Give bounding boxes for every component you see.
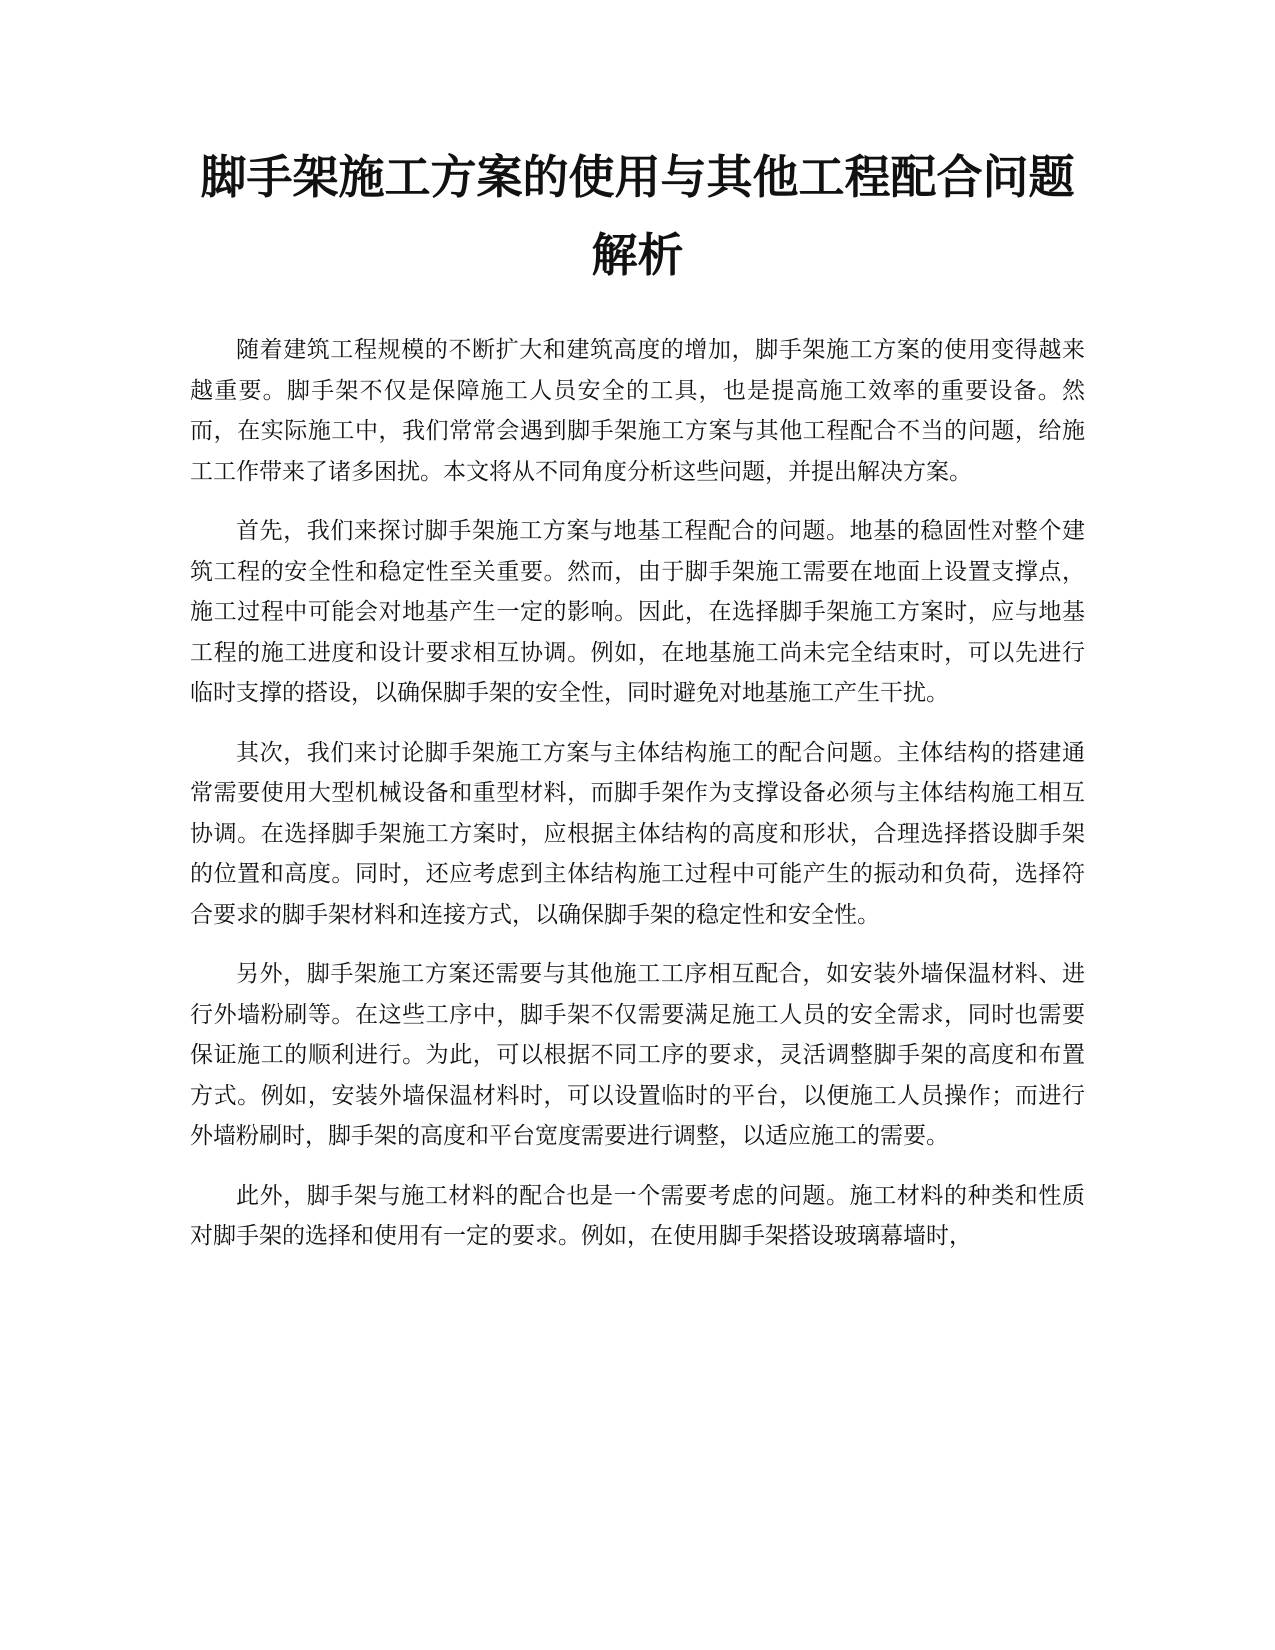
paragraph-intro: 随着建筑工程规模的不断扩大和建筑高度的增加，脚手架施工方案的使用变得越来越重要。脚手架不仅是保障施工人员安全的工具，也是提高施工效率的重要设备。然而，在实际施工中，我们常常会遇到脚手架施工方案与其他工程配合不当的问题，给施工工作带来了诸多困扰。本文将从不同角度分析这些问题，并提出解决方案。 xyxy=(190,337,1085,485)
paragraph-foundation: 首先，我们来探讨脚手架施工方案与地基工程配合的问题。地基的稳固性对整个建筑工程的安全性和稳定性至关重要。然而，由于脚手架施工需要在地面上设置支撑点，施工过程中可能会对地基产生一定的影响。因此，在选择脚手架施工方案时，应与地基工程的施工进度和设计要求相互协调。例如，在地基施工尚未完全结束时，可以先进行临时支撑的搭设，以确保脚手架的安全性，同时避免对地基施工产生干扰。 xyxy=(190,518,1085,706)
title-line-1: 脚手架施工方案的使用与其他工程配合问题 xyxy=(200,150,1075,204)
title-line-2: 解析 xyxy=(591,228,684,282)
paragraph-other-processes: 另外，脚手架施工方案还需要与其他施工工序相互配合，如安装外墙保温材料、进行外墙粉刷等。在这些工序中，脚手架不仅需要满足施工人员的安全需求，同时也需要保证施工的顺利进行。为此，可以根据不同工序的要求，灵活调整脚手架的高度和布置方式。例如，安装外墙保温材料时，可以设置临时的平台，以便施工人员操作；而进行外墙粉刷时，脚手架的高度和平台宽度需要进行调整，以适应施工的需要。 xyxy=(190,961,1085,1149)
document-title xyxy=(190,138,1085,294)
paragraph-materials: 此外，脚手架与施工材料的配合也是一个需要考虑的问题。施工材料的种类和性质对脚手架的选择和使用有一定的要求。例如，在使用脚手架搭设玻璃幕墙时， xyxy=(190,1182,1085,1249)
paragraph-main-structure: 其次，我们来讨论脚手架施工方案与主体结构施工的配合问题。主体结构的搭建通常需要使用大型机械设备和重型材料，而脚手架作为支撑设备必须与主体结构施工相互协调。在选择脚手架施工方案时，应根据主体结构的高度和形状，合理选择搭设脚手架的位置和高度。同时，还应考虑到主体结构施工过程中可能产生的振动和负荷，选择符合要求的脚手架材料和连接方式，以确保脚手架的稳定性和安全性。 xyxy=(190,739,1085,928)
